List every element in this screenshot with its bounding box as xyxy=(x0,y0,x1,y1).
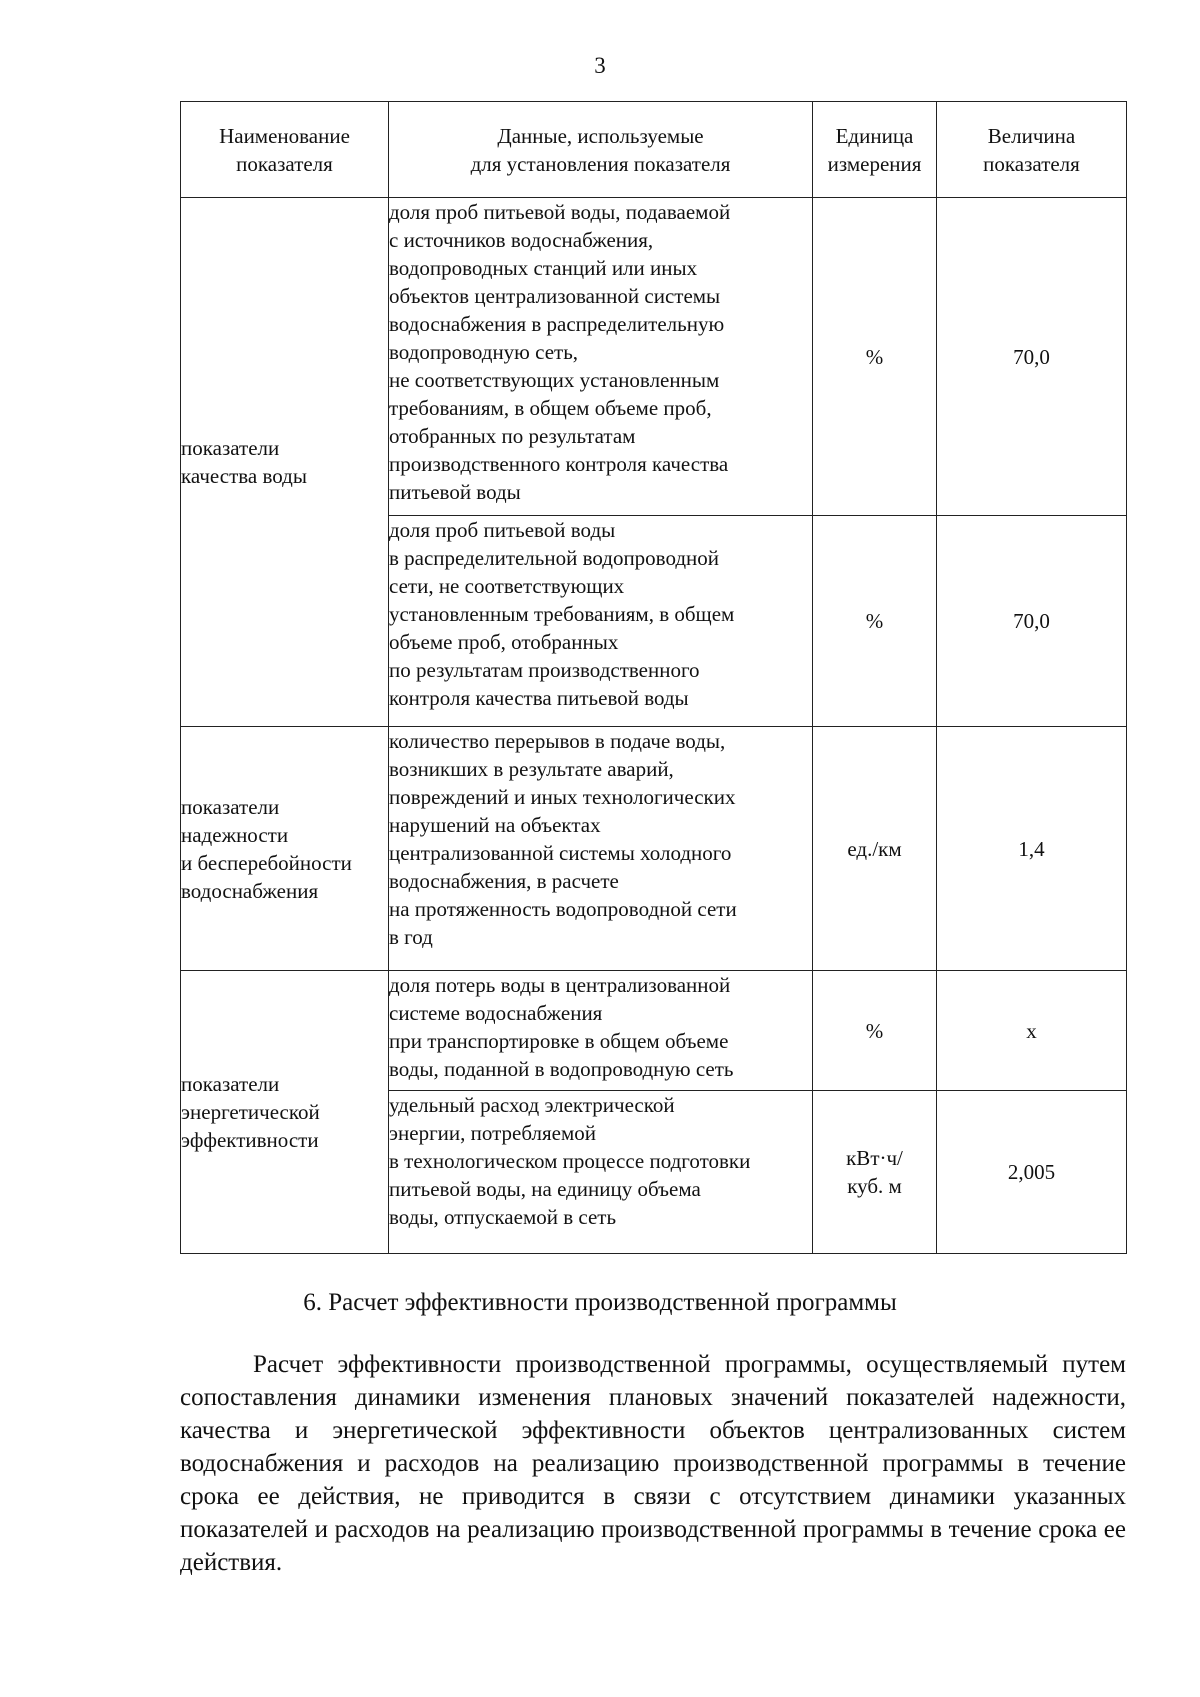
table-row xyxy=(181,971,1127,1091)
section-heading: 6. Расчет эффективности производственной программы xyxy=(303,1289,897,1316)
table-row xyxy=(181,727,1127,971)
indicator-description: удельный расход электрической энергии, потребляемой в технологическом процессе подготовки питьевой воды, на единицу объема воды, отпускаемой в сеть xyxy=(389,1091,813,1254)
header-data: Данные, используемые для установления показателя xyxy=(389,102,813,198)
indicator-group-name: показатели надежности и бесперебойности водоснабжения xyxy=(181,727,389,971)
indicator-unit: % xyxy=(813,516,937,727)
indicator-group-name: показатели энергетической эффективности xyxy=(181,971,389,1254)
indicator-value: 70,0 xyxy=(937,198,1127,516)
indicators-table xyxy=(180,101,1127,1254)
section-paragraph: Расчет эффективности производственной программы, осуществляемый путем сопоставления динамики изменения плановых значений показателей надежности, качества и энергетической эффективности объектов централизованных систем водоснабжения и расходов на реализацию производственной программы в течение срока ее действия, не приводится в связи с отсутствием динамики указанных показателей и расходов на реализацию производственной программы в течение срока ее действия. xyxy=(180,1351,1126,1576)
indicator-value: 2,005 xyxy=(937,1091,1127,1254)
indicator-unit: ед./км xyxy=(813,727,937,971)
table-header-row xyxy=(181,102,1127,198)
page-number: 3 xyxy=(594,53,606,78)
indicator-description: доля проб питьевой воды, подаваемой с источников водоснабжения, водопроводных станций или иных объектов централизованной системы водоснабжения в распределительную водопроводную сеть, не соответствующих установленным требованиям, в общем объеме проб, отобранных по результатам производственного контроля качества питьевой воды xyxy=(389,198,813,516)
indicator-group-name: показатели качества воды xyxy=(181,198,389,727)
indicator-description: доля проб питьевой воды в распределительной водопроводной сети, не соответствующих установленным требованиям, в общем объеме проб, отобранных по результатам производственного контроля качества питьевой воды xyxy=(389,516,813,727)
indicator-unit: кВт·ч/ куб. м xyxy=(813,1091,937,1254)
header-value: Величина показателя xyxy=(937,102,1127,198)
indicator-description: количество перерывов в подаче воды, возникших в результате аварий, повреждений и иных технологических нарушений на объектах централизованной системы холодного водоснабжения, в расчете на протяженность водопроводной сети в год xyxy=(389,727,813,971)
header-name: Наименование показателя xyxy=(181,102,389,198)
indicator-value: x xyxy=(937,971,1127,1091)
table-row xyxy=(181,198,1127,516)
indicator-unit: % xyxy=(813,971,937,1091)
indicator-value: 1,4 xyxy=(937,727,1127,971)
indicator-unit: % xyxy=(813,198,937,516)
indicator-description: доля потерь воды в централизованной системе водоснабжения при транспортировке в общем объеме воды, поданной в водопроводную сеть xyxy=(389,971,813,1091)
header-unit: Единица измерения xyxy=(813,102,937,198)
indicator-value: 70,0 xyxy=(937,516,1127,727)
